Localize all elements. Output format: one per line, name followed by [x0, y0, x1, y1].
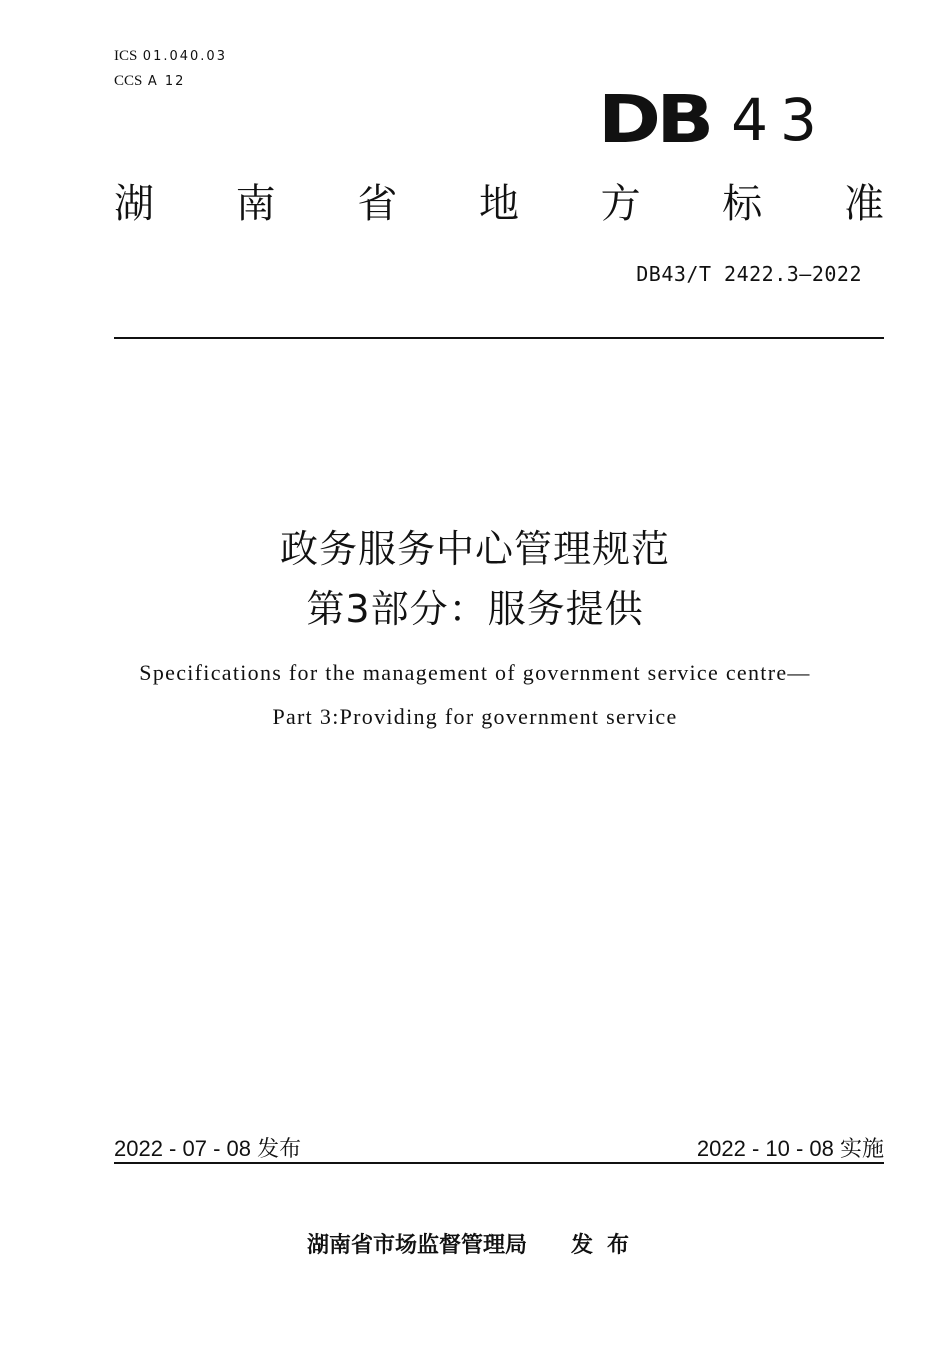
- english-title-line2: Part 3:Providing for government service: [272, 704, 678, 729]
- header-divider: [114, 337, 884, 339]
- ccs-code: [114, 69, 227, 94]
- standard-type-char: 准: [843, 181, 884, 227]
- publish-action: 发布: [571, 1233, 644, 1258]
- db-logo: [598, 81, 829, 158]
- standard-type-title: [114, 180, 884, 228]
- standard-number: DB43/T 2422.3—2022: [636, 262, 862, 286]
- ccs-label: CCS: [114, 73, 143, 89]
- footer-divider: [114, 1162, 884, 1164]
- document-title-line1: 政务服务中心管理规范: [279, 527, 670, 571]
- ics-code: [114, 44, 227, 69]
- standard-type-char: 省: [357, 181, 398, 227]
- ics-label: ICS: [114, 48, 138, 64]
- document-title-line2: 第3部分：服务提供: [306, 587, 644, 631]
- publisher: [0, 1228, 950, 1259]
- standard-type-char: 南: [235, 181, 276, 227]
- standard-type-char: 方: [600, 181, 641, 227]
- english-title-line1: Specifications for the management of government service centre—: [139, 660, 811, 685]
- standard-type-char: 标: [722, 181, 763, 227]
- db-province-number: 43: [731, 86, 829, 154]
- db-mark: DB: [598, 81, 710, 158]
- classification-codes: [114, 44, 227, 94]
- ccs-value: A 12: [147, 74, 186, 89]
- ics-value: 01.040.03: [142, 49, 227, 64]
- standard-type-char: 地: [478, 181, 519, 227]
- implementation-date: 2022 - 10 - 08 实施: [696, 1136, 884, 1161]
- release-date: 2022 - 07 - 08 发布: [114, 1136, 302, 1161]
- publisher-name: 湖南省市场监督管理局: [306, 1233, 527, 1258]
- standard-type-char: 湖: [114, 181, 154, 227]
